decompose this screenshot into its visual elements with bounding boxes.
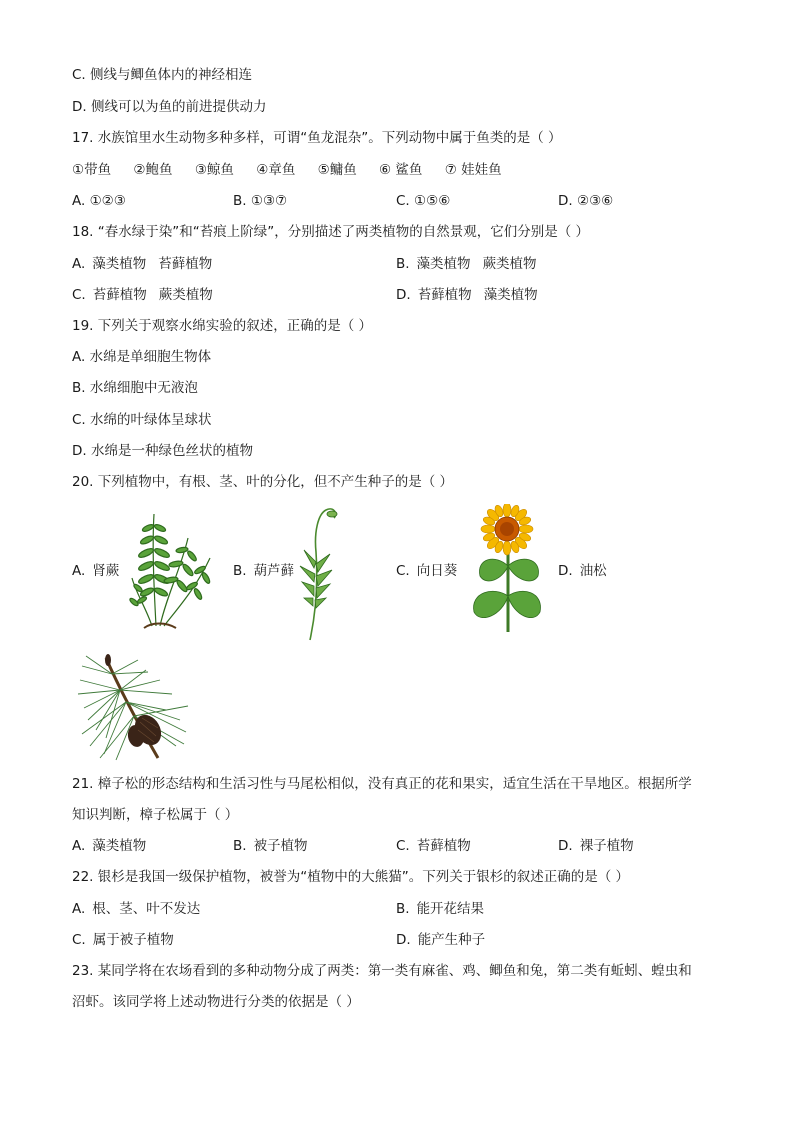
- q22-option-a: [72, 900, 200, 918]
- q22-option-name: 能开花结果: [416, 901, 485, 917]
- q21-option-letter: B.: [233, 838, 247, 854]
- q21-option-name: 裸子植物: [579, 838, 634, 854]
- q18-option-b: [396, 255, 537, 273]
- q17-animal: ④章鱼: [256, 162, 296, 178]
- q21-option-c: [396, 837, 471, 855]
- q20-option-name: 肾蕨: [92, 563, 120, 579]
- q19-option-d: D. 水绵是一种绿色丝状的植物: [72, 443, 253, 459]
- q18-option-letter: A.: [72, 256, 86, 272]
- q22-option-name: 能产生种子: [417, 932, 486, 948]
- q19-option-b: B. 水绵细胞中无液泡: [72, 380, 198, 396]
- q19-stem: 19. 下列关于观察水绵实验的叙述，正确的是（ ）: [72, 318, 373, 334]
- q19-option-a: A. 水绵是单细胞生物体: [72, 349, 212, 365]
- q22-option-b: [396, 900, 484, 918]
- q17-animal-list: [72, 161, 502, 179]
- q21-option-d: [558, 837, 634, 855]
- q20-option-letter: A.: [72, 563, 86, 579]
- q22-option-name: 根、茎、叶不发达: [92, 901, 201, 917]
- q20-option-name: 葫芦藓: [253, 563, 295, 579]
- q17-animal: ⑤鳙鱼: [317, 162, 357, 178]
- q18-option-letter: D.: [396, 287, 411, 303]
- fern-illustration: [126, 508, 216, 632]
- pine-illustration: [76, 650, 190, 762]
- q17-option-d: D. ②③⑥: [558, 193, 614, 209]
- q22-option-d: [396, 931, 485, 949]
- q20-option-a: [72, 562, 119, 580]
- q17-animal: ②鲍鱼: [133, 162, 173, 178]
- q18-option-part: 藻类植物: [416, 256, 471, 272]
- q21-stem-line2: 知识判断，樟子松属于（ ）: [72, 807, 239, 823]
- q21-stem-line1: 21. 樟子松的形态结构和生活习性与马尾松相似，没有真正的花和果实，适宜生活在干旱地区。根据所学: [72, 776, 692, 792]
- q20-option-name: 向日葵: [416, 563, 458, 579]
- q20-stem: 20. 下列植物中，有根、茎、叶的分化，但不产生种子的是（ ）: [72, 474, 454, 490]
- q22-stem: 22. 银杉是我国一级保护植物，被誉为“植物中的大熊猫”。下列关于银杉的叙述正确的是（ ）: [72, 869, 630, 885]
- q18-option-part: 苔藓植物: [417, 287, 472, 303]
- q17-option-b: B. ①③⑦: [233, 193, 288, 209]
- q20-option-letter: B.: [233, 563, 247, 579]
- q17-animal: ③鲸鱼: [194, 162, 234, 178]
- q21-option-name: 苔藓植物: [416, 838, 471, 854]
- moss-illustration: [290, 502, 346, 642]
- q23-stem-line1: 23. 某同学将在农场看到的多种动物分成了两类：第一类有麻雀、鸡、鲫鱼和兔，第二类有蚯蚓、蝗虫和: [72, 963, 692, 979]
- q22-option-letter: C.: [72, 932, 86, 948]
- q18-option-part: 藻类植物: [483, 287, 538, 303]
- q22-option-letter: D.: [396, 932, 411, 948]
- q22-option-name: 属于被子植物: [92, 932, 174, 948]
- q18-option-d: [396, 286, 538, 304]
- q21-option-letter: A.: [72, 838, 86, 854]
- q18-option-letter: B.: [396, 256, 410, 272]
- q18-option-a: [72, 255, 212, 273]
- q18-option-c: [72, 286, 213, 304]
- q16-option-d: D. 侧线可以为鱼的前进提供动力: [72, 99, 267, 115]
- q21-option-b: [233, 837, 308, 855]
- q18-option-part: 苔藓植物: [92, 287, 147, 303]
- q21-option-name: 被子植物: [253, 838, 308, 854]
- q17-animal: ①带鱼: [72, 162, 112, 178]
- q19-option-c: C. 水绵的叶绿体呈球状: [72, 412, 212, 428]
- q17-animal: ⑦ 娃娃鱼: [444, 162, 502, 178]
- q18-option-part: 苔藓植物: [158, 256, 213, 272]
- q18-option-part: 藻类植物: [92, 256, 147, 272]
- q18-stem: 18. “春水绿于染”和“苔痕上阶绿”，分别描述了两类植物的自然景观，它们分别是（ ）: [72, 224, 590, 240]
- q20-option-letter: D.: [558, 563, 573, 579]
- q22-option-letter: B.: [396, 901, 410, 917]
- q21-option-letter: D.: [558, 838, 573, 854]
- q20-option-b: [233, 562, 294, 580]
- q21-option-letter: C.: [396, 838, 410, 854]
- q21-option-name: 藻类植物: [92, 838, 147, 854]
- q22-option-letter: A.: [72, 901, 86, 917]
- q20-option-letter: C.: [396, 563, 410, 579]
- q17-option-c: C. ①⑤⑥: [396, 193, 451, 209]
- q17-animal: ⑥ 鲨鱼: [379, 162, 423, 178]
- q22-option-c: [72, 931, 174, 949]
- q18-option-part: 蕨类植物: [158, 287, 213, 303]
- q20-option-c: [396, 562, 457, 580]
- q21-option-a: [72, 837, 146, 855]
- q18-option-letter: C.: [72, 287, 86, 303]
- q20-option-name: 油松: [579, 563, 607, 579]
- q16-option-c: C. 侧线与鲫鱼体内的神经相连: [72, 67, 253, 83]
- q17-stem: 17. 水族馆里水生动物多种多样，可谓“鱼龙混杂”。下列动物中属于鱼类的是（ ）: [72, 130, 562, 146]
- sunflower-illustration: [466, 504, 548, 634]
- q18-option-part: 蕨类植物: [482, 256, 537, 272]
- q23-stem-line2: 沼虾。该同学将上述动物进行分类的依据是（ ）: [72, 994, 360, 1010]
- q20-option-d: [558, 562, 607, 580]
- q17-option-a: A. ①②③: [72, 193, 126, 209]
